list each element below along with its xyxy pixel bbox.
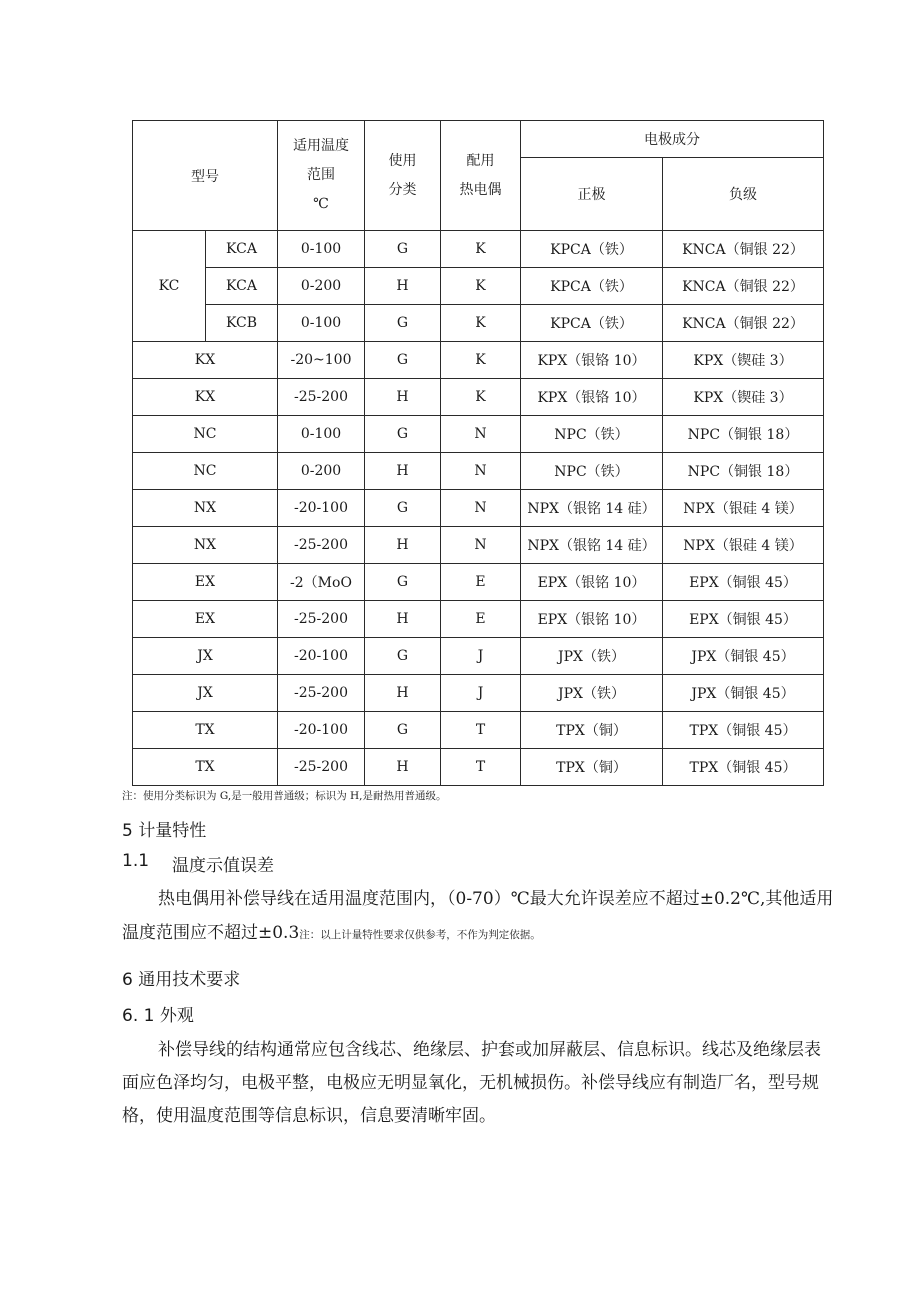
cell-temp-range: 0-200: [278, 453, 365, 490]
cell-negative: TPX（铜银 45）: [663, 712, 824, 749]
header-temp-range: [278, 121, 365, 231]
cell-positive: JPX（铁）: [521, 638, 663, 675]
cell-usage-class: G: [365, 490, 441, 527]
cell-temp-range: -25-200: [278, 601, 365, 638]
cell-thermocouple: K: [441, 268, 521, 305]
cell-usage-class: G: [365, 342, 441, 379]
cell-temp-range: -25-200: [278, 749, 365, 786]
cell-thermocouple: E: [441, 601, 521, 638]
cell-usage-class: H: [365, 268, 441, 305]
section-5-heading: 5 计量特性: [122, 821, 207, 841]
cell-temp-range: 0-100: [278, 416, 365, 453]
table-row: [133, 305, 824, 342]
cell-model: EX: [133, 601, 278, 638]
cell-thermocouple: N: [441, 416, 521, 453]
cell-temp-range: -20~100: [278, 342, 365, 379]
cell-usage-class: G: [365, 305, 441, 342]
cell-model-group: KC: [133, 231, 206, 342]
cell-positive: KPCA（铁）: [521, 305, 663, 342]
cell-positive: NPC（铁）: [521, 453, 663, 490]
paragraph-appearance: [122, 1034, 834, 1133]
cell-temp-range: 0-100: [278, 305, 365, 342]
cell-negative: KPX（锲硅 3）: [663, 379, 824, 416]
cell-thermocouple: T: [441, 712, 521, 749]
header-temp-range-line2: 范围: [307, 167, 335, 183]
cell-positive: JPX（铁）: [521, 675, 663, 712]
cell-temp-range: -25-200: [278, 379, 365, 416]
compensation-wire-table: [132, 120, 824, 786]
cell-thermocouple: E: [441, 564, 521, 601]
table-row: [133, 453, 824, 490]
table-row: [133, 416, 824, 453]
header-thermocouple-line1: 配用: [466, 152, 495, 169]
cell-model: JX: [133, 675, 278, 712]
cell-positive: KPX（银铬 10）: [521, 342, 663, 379]
cell-negative: JPX（铜银 45）: [663, 675, 824, 712]
cell-negative: NPX（银硅 4 镁）: [663, 490, 824, 527]
cell-positive: KPCA（铁）: [521, 268, 663, 305]
cell-positive: NPC（铁）: [521, 416, 663, 453]
cell-model: EX: [133, 564, 278, 601]
cell-submodel: KCB: [206, 305, 278, 342]
section-5-1-title: 温度示值误差: [172, 856, 274, 876]
cell-thermocouple: N: [441, 527, 521, 564]
cell-usage-class: H: [365, 675, 441, 712]
table-row: [133, 749, 824, 786]
paragraph-temperature-error-text: 热电偶用补偿导线在适用温度范围内，（0-70）℃最大允许误差应不超过±0.2℃,其他适用温度范围应不超过±0.3: [122, 889, 834, 943]
cell-temp-range: -20-100: [278, 638, 365, 675]
table-row: [133, 638, 824, 675]
cell-usage-class: H: [365, 453, 441, 490]
cell-usage-class: G: [365, 231, 441, 268]
cell-negative: NPC（铜银 18）: [663, 453, 824, 490]
table-row: [133, 527, 824, 564]
cell-usage-class: H: [365, 527, 441, 564]
header-temp-range-line1: 适用温度: [293, 138, 349, 154]
header-electrode: 电极成分: [521, 121, 824, 158]
cell-positive: TPX（铜）: [521, 712, 663, 749]
header-usage: [365, 121, 441, 231]
cell-thermocouple: K: [441, 342, 521, 379]
cell-temp-range: -20-100: [278, 490, 365, 527]
header-usage-line1: 使用: [388, 152, 417, 169]
cell-model: JX: [133, 638, 278, 675]
table-row: [133, 601, 824, 638]
cell-thermocouple: K: [441, 379, 521, 416]
cell-positive: EPX（银铭 10）: [521, 564, 663, 601]
cell-thermocouple: J: [441, 675, 521, 712]
cell-submodel: KCA: [206, 231, 278, 268]
paragraph-appearance-text: 补偿导线的结构通常应包含线芯、绝缘层、护套或加屏蔽层、信息标识。线芯及绝缘层表面应色泽均匀，电极平整，电极应无明显氧化，无机械损伤。补偿导线应有制造厂名，型号规格，使用温度范围等信息标识，信息要清晰牢固。: [122, 1040, 821, 1126]
section-6-heading: 6 通用技术要求: [122, 970, 241, 990]
cell-model: KX: [133, 379, 278, 416]
table-row: [133, 564, 824, 601]
table-row: [133, 712, 824, 749]
cell-temp-range: -25-200: [278, 527, 365, 564]
cell-model: TX: [133, 712, 278, 749]
cell-submodel: KCA: [206, 268, 278, 305]
cell-usage-class: G: [365, 416, 441, 453]
section-5-1-number: 1.1: [122, 851, 150, 871]
cell-thermocouple: K: [441, 305, 521, 342]
cell-thermocouple: K: [441, 231, 521, 268]
header-temp-range-unit: ℃: [313, 196, 329, 212]
paragraph-temperature-error: [122, 882, 834, 952]
cell-temp-range: 0-100: [278, 231, 365, 268]
cell-positive: EPX（银铭 10）: [521, 601, 663, 638]
header-usage-line2: 分类: [388, 181, 417, 198]
table-row: [133, 268, 824, 305]
cell-usage-class: H: [365, 379, 441, 416]
header-thermocouple: [441, 121, 521, 231]
cell-positive: NPX（银铭 14 硅）: [521, 527, 663, 564]
cell-temp-range: -2（MoO: [278, 564, 365, 601]
cell-usage-class: G: [365, 712, 441, 749]
table-row: [133, 675, 824, 712]
cell-model: NC: [133, 453, 278, 490]
cell-usage-class: G: [365, 638, 441, 675]
header-negative: 负级: [663, 158, 824, 231]
cell-thermocouple: N: [441, 453, 521, 490]
section-6-1-heading: 6. 1 外观: [122, 1006, 194, 1026]
cell-negative: KNCA（铜银 22）: [663, 231, 824, 268]
cell-temp-range: 0-200: [278, 268, 365, 305]
table-row: [133, 342, 824, 379]
table-header-row: [133, 121, 824, 158]
cell-temp-range: -20-100: [278, 712, 365, 749]
cell-negative: KPX（锲硅 3）: [663, 342, 824, 379]
cell-negative: NPX（银硅 4 镁）: [663, 527, 824, 564]
cell-usage-class: G: [365, 564, 441, 601]
cell-negative: JPX（铜银 45）: [663, 638, 824, 675]
cell-model: NX: [133, 527, 278, 564]
cell-temp-range: -25-200: [278, 675, 365, 712]
table-row: [133, 490, 824, 527]
cell-thermocouple: J: [441, 638, 521, 675]
cell-positive: TPX（铜）: [521, 749, 663, 786]
cell-usage-class: H: [365, 601, 441, 638]
cell-thermocouple: T: [441, 749, 521, 786]
table-row: [133, 379, 824, 416]
cell-positive: NPX（银铭 14 硅）: [521, 490, 663, 527]
paragraph-temperature-error-note: 注：以上计量特性要求仅供参考，不作为判定依据。: [299, 929, 541, 941]
cell-thermocouple: N: [441, 490, 521, 527]
cell-model: NX: [133, 490, 278, 527]
header-positive: 正极: [521, 158, 663, 231]
header-thermocouple-line2: 热电偶: [459, 181, 502, 198]
cell-positive: KPX（银铬 10）: [521, 379, 663, 416]
cell-model: NC: [133, 416, 278, 453]
cell-model: KX: [133, 342, 278, 379]
cell-negative: TPX（铜银 45）: [663, 749, 824, 786]
cell-negative: KNCA（铜银 22）: [663, 268, 824, 305]
cell-negative: EPX（铜银 45）: [663, 601, 824, 638]
table-note: 注：使用分类标识为 G,是一般用普通级；标识为 H,是耐热用普通级。: [122, 790, 447, 802]
cell-positive: KPCA（铁）: [521, 231, 663, 268]
cell-negative: KNCA（铜银 22）: [663, 305, 824, 342]
cell-usage-class: H: [365, 749, 441, 786]
cell-negative: NPC（铜银 18）: [663, 416, 824, 453]
header-model: 型号: [133, 121, 278, 231]
table-row: [133, 231, 824, 268]
cell-negative: EPX（铜银 45）: [663, 564, 824, 601]
cell-model: TX: [133, 749, 278, 786]
